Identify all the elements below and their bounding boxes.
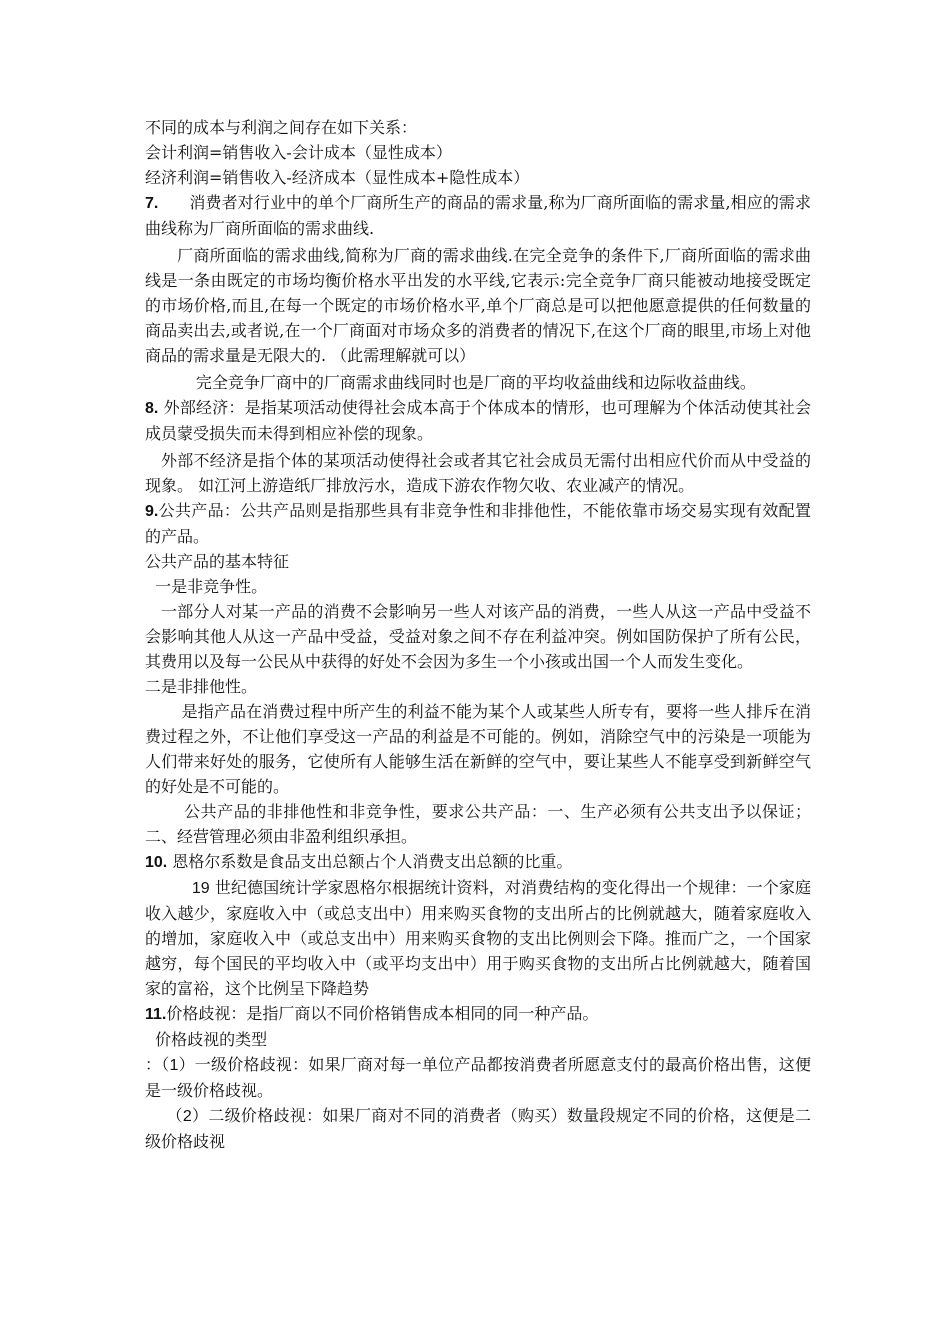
paragraph — [145, 1103, 811, 1154]
section-text: 价格歧视：是指厂商以不同价格销售成本相同的同一种产品。 — [166, 1004, 599, 1023]
paragraph-text: 厂商所面临的需求曲线,简称为厂商的需求曲线.在完全竞争的条件下,厂商所面临的需求曲线是一条由既定的市场均衡价格水平出发的水平线,它表示:完全竞争厂商只能被动地接受既定的市场价格,而且,在每一个既定的市场价格水平,单个厂商总是可以把他愿意提供的任何数量的商品卖出去,或者说,在一个厂商面对市场众多的消费者的情况下,在这个厂商的眼里,市场上对他商品的需求量是无限大的. （此需理解就可以） — [145, 246, 811, 365]
paragraph — [145, 574, 811, 599]
list-number: 2 — [182, 1108, 192, 1125]
paragraph — [145, 243, 811, 368]
paragraph: 二是非排他性。 — [145, 677, 258, 696]
paragraph-text: 价格歧视的类型 — [155, 1030, 268, 1049]
paragraph: 会计利润=销售收入-会计成本（显性成本） — [145, 143, 452, 162]
section-number: 10. — [145, 854, 168, 871]
paragraph — [145, 448, 811, 498]
section-number: 9. — [145, 503, 159, 520]
section-text: 恩格尔系数是食品支出总额占个人消费支出总额的比重。 — [172, 852, 573, 871]
section-text: 公共产品：公共产品则是指那些具有非竞争性和非排他性，不能依靠市场交易实现有效配置的产品。 — [145, 501, 811, 546]
section-8 — [145, 395, 811, 446]
year-number: 19 — [191, 880, 210, 897]
paragraph-text: 一部分人对某一产品的消费不会影响另一些人对该产品的消费，一些人从这一产品中受益不会影响其他人从这一产品中受益，受益对象之间不存在利益冲突。例如国防保护了所有公民，其费用以及每一公民从中获得的好处不会因为多生一个小孩或出国一个人而发生变化。 — [145, 602, 811, 671]
paragraph-text: 公共产品的非排他性和非竞争性，要求公共产品：一、生产必须有公共支出予以保证；二、经营管理必须由非盈利组织承担。 — [145, 802, 811, 846]
paragraph — [145, 699, 811, 799]
section-text: 外部经济：是指某项活动使得社会成本高于个体成本的情形，也可理解为个体活动使其社会成员蒙受损失而未得到相应补偿的现象。 — [145, 398, 811, 443]
section-text: 消费者对行业中的单个厂商所生产的商品的需求量,称为厂商所面临的需求量,相应的需求曲线称为厂商所面临的需求曲线. — [145, 193, 811, 238]
paragraph: 经济利润=销售收入-经济成本（显性成本+隐性成本） — [145, 168, 530, 187]
paragraph-text: 完全竞争厂商中的厂商需求曲线同时也是厂商的平均收益曲线和边际收益曲线。 — [195, 373, 756, 392]
paragraph — [145, 370, 811, 395]
paragraph: 公共产品的基本特征 — [145, 552, 290, 571]
list-number: 1 — [169, 1057, 179, 1074]
paragraph-prefix: （ — [166, 1106, 183, 1125]
paragraph — [145, 875, 811, 1001]
paragraph-text: ）二级价格歧视：如果厂商对不同的消费者（购买）数量段规定不同的价格，这便是二级价格歧视 — [145, 1106, 811, 1151]
section-11 — [145, 1001, 811, 1027]
paragraph — [145, 799, 811, 849]
paragraph-text: 一是非竞争性。 — [155, 577, 268, 596]
paragraph-text: 是指产品在消费过程中所产生的利益不能为某个人或某些人所专有，要将一些人排斥在消费过程之外，不让他们享受这一产品的利益是不可能的。例如，消除空气中的污染是一项能为人们带来好处的服务，它使所有人能够生活在新鲜的空气中，要让某些人不能享受到新鲜空气的好处是不可能的。 — [145, 702, 811, 796]
paragraph — [145, 599, 811, 674]
section-number: 7. — [145, 195, 159, 212]
section-number: 11. — [145, 1006, 167, 1023]
paragraph — [145, 1027, 811, 1052]
paragraph — [145, 1052, 811, 1103]
section-number: 8. — [145, 400, 159, 417]
document-body — [145, 115, 811, 1154]
paragraph: 不同的成本与利润之间存在如下关系： — [145, 118, 418, 137]
paragraph-text: ）一级价格歧视：如果厂商对每一单位产品都按消费者所愿意支付的最高价格出售，这便是一级价格歧视。 — [145, 1055, 811, 1100]
section-9 — [145, 498, 811, 549]
paragraph-text: 外部不经济是指个体的某项活动使得社会或者其它社会成员无需付出相应代价而从中受益的现象。 如江河上游造纸厂排放污水，造成下游农作物欠收、农业减产的情况。 — [145, 451, 811, 495]
paragraph-text: 世纪德国统计学家恩格尔根据统计资料，对消费结构的变化得出一个规律：一个家庭收入越少，家庭收入中（或总支出中）用来购买食物的支出所占的比例就越大，随着家庭收入的增加，家庭收入中（或总支出中）用来购买食物的支出比例则会下降。推而广之，一个国家越穷，每个国民的平均收入中（或平均支出中）用于购买食物的支出所占比例就越大，随着国家的富裕，这个比例呈下降趋势 — [145, 878, 811, 998]
paragraph-prefix: ：（ — [145, 1055, 170, 1074]
section-7 — [145, 190, 811, 241]
section-10 — [145, 849, 811, 875]
